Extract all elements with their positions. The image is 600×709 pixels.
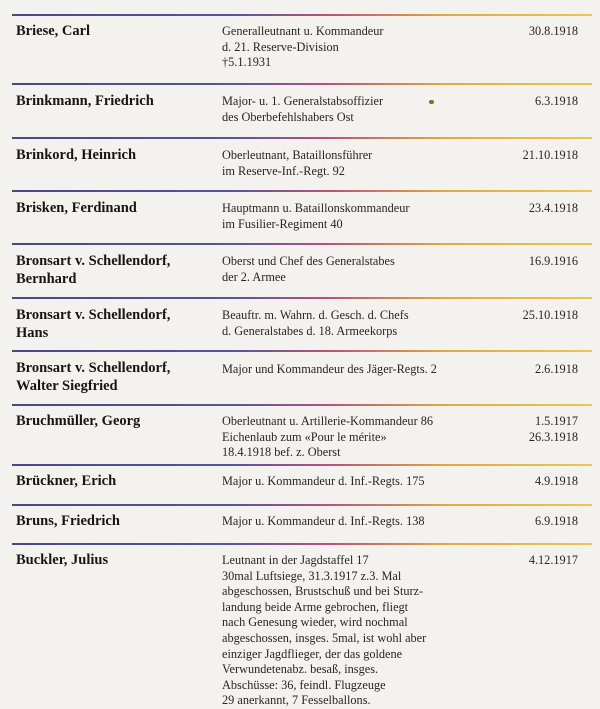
- divider: [12, 297, 592, 299]
- paper-speck: [429, 100, 434, 104]
- divider: [12, 464, 592, 466]
- divider: [12, 14, 592, 16]
- divider: [12, 543, 592, 545]
- entry-description: Hauptmann u. Bataillonskommandeur im Fusilier-Regiment 40: [222, 201, 410, 231]
- entry-date: 4.12.1917: [528, 553, 578, 567]
- entry-name: Bronsart v. Schellendorf, Hans: [16, 307, 171, 341]
- entry-date: 21.10.1918: [522, 148, 578, 162]
- entry-description: Major u. Kommandeur d. Inf.-Regts. 175: [222, 474, 425, 488]
- entry-description: Oberleutnant u. Artillerie-Kommandeur 86 Eichenlaub zum «Pour le mérite» 18.4.1918 bef. z. Oberst: [222, 414, 434, 460]
- entry-date: 23.4.1918: [528, 201, 578, 215]
- divider: [12, 404, 592, 406]
- entry-date: 25.10.1918: [522, 308, 578, 322]
- entry-description: Leutnant in der Jagdstaffel 17 30mal Luftsiege, 31.3.1917 z.3. Mal abgeschossen, Brustschuß und bei Sturz- landung beide Arme gebrochen, fliegt nach Genesung wieder, wird nochmal abgeschossen, insges. 5mal, ist wohl aber einziger Jagdflieger, der das goldene Verwundetenabz. besaß, insges. Abschüsse: 36, feindl. Flugzeuge 29 anerkannt, 7 Fesselballons.: [222, 553, 427, 708]
- entry-description: Major- u. 1. Generalstabsoffizier des Oberbefehlshabers Ost: [222, 94, 384, 124]
- entry-name: Buckler, Julius: [16, 552, 109, 568]
- entry-date: 30.8.1918: [528, 24, 578, 38]
- entry-name: Brinkmann, Friedrich: [16, 93, 154, 109]
- divider: [12, 190, 592, 192]
- divider: [12, 350, 592, 352]
- divider: [12, 504, 592, 506]
- entry-date: 1.5.1917 26.3.1918: [528, 414, 578, 444]
- entry-date: 4.9.1918: [534, 474, 578, 488]
- entry-name: Briese, Carl: [16, 23, 91, 39]
- divider: [12, 243, 592, 245]
- entry-name: Bruns, Friedrich: [16, 513, 120, 529]
- entry-date: 2.6.1918: [534, 362, 578, 376]
- entry-name: Brinkord, Heinrich: [16, 147, 137, 163]
- entry-description: Oberst und Chef des Generalstabes der 2. Armee: [222, 254, 395, 284]
- entry-date: 6.3.1918: [534, 94, 578, 108]
- entry-date: 6.9.1918: [534, 514, 578, 528]
- entry-description: Major und Kommandeur des Jäger-Regts. 2: [222, 362, 437, 376]
- entry-name: Bronsart v. Schellendorf, Walter Siegfried: [16, 360, 171, 394]
- entry-description: Major u. Kommandeur d. Inf.-Regts. 138: [222, 514, 425, 528]
- entry-description: Beauftr. m. Wahrn. d. Gesch. d. Chefs d. Generalstabes d. 18. Armeekorps: [222, 308, 409, 338]
- entry-date: 16.9.1916: [528, 254, 578, 268]
- entry-description: Oberleutnant, Bataillonsführer im Reserve-Inf.-Regt. 92: [222, 148, 373, 178]
- entry-name: Bruchmüller, Georg: [16, 413, 141, 429]
- entry-name: Brückner, Erich: [16, 473, 117, 489]
- divider: [12, 137, 592, 139]
- entry-name: Bronsart v. Schellendorf, Bernhard: [16, 253, 171, 287]
- entry-name: Brisken, Ferdinand: [16, 200, 137, 216]
- entry-description: Generalleutnant u. Kommandeur d. 21. Reserve-Division †5.1.1931: [222, 24, 384, 70]
- divider: [12, 83, 592, 85]
